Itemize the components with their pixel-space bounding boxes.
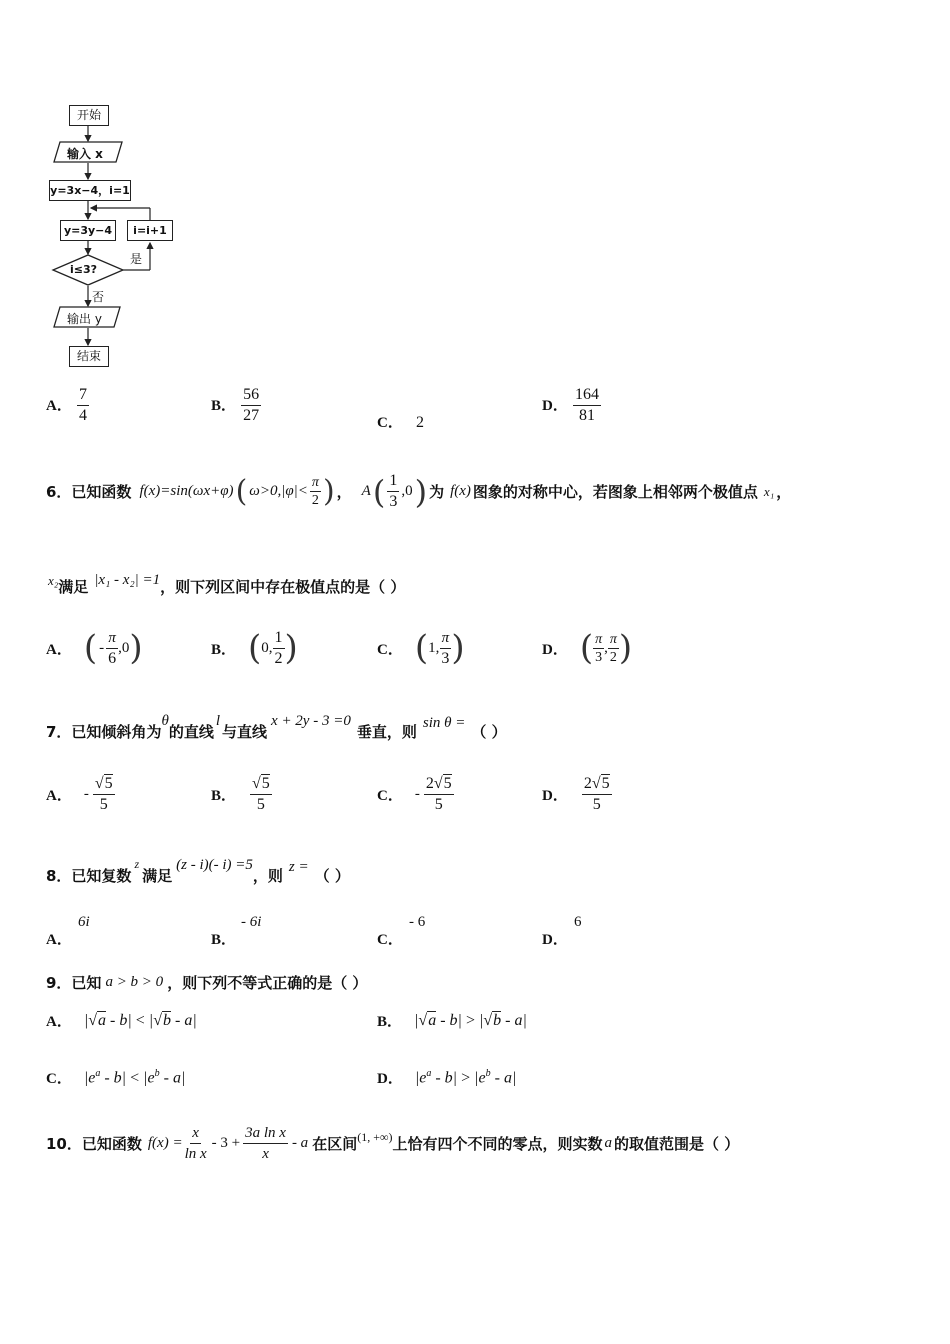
fraction: $\frac{56}{27}$ xyxy=(243,386,260,424)
fraction: $\frac{1}{3}$ xyxy=(389,472,398,510)
math-mid: - 3 + xyxy=(211,1135,241,1151)
question-7 xyxy=(46,712,507,742)
text: （ ） xyxy=(471,723,507,741)
fraction: $\frac{√5}{5}$ xyxy=(94,775,113,813)
math-function: f(x)=sin(ωx+φ) xyxy=(139,483,234,499)
q6-option-a[interactable]: A． ( - $\frac{\pi}{6}$ ,0 ) xyxy=(46,628,143,668)
text: 垂直，则 xyxy=(356,723,417,741)
math-l: l xyxy=(215,713,221,729)
option-label: C． xyxy=(377,415,403,431)
math-x1: x₁ xyxy=(763,483,775,499)
option-label: A． xyxy=(46,788,72,804)
option-sign: - xyxy=(83,786,89,802)
question-number: 7．已知倾斜角为 xyxy=(46,723,162,741)
flowchart xyxy=(40,95,180,370)
flowchart-end: 结束 xyxy=(69,346,109,367)
math-sin: sin θ = xyxy=(422,715,466,731)
q9-option-d[interactable] xyxy=(377,1067,516,1088)
option-expr: |√a - b| > |√b - a| xyxy=(414,1011,527,1029)
math-tail: - a xyxy=(291,1135,309,1151)
option-label: D． xyxy=(542,788,568,804)
option-prefix: - xyxy=(99,639,105,656)
fraction: $\frac{√5}{5}$ xyxy=(252,775,270,813)
fraction: $\frac{1}{2}$ xyxy=(274,628,283,667)
fraction: $\frac{164}{81}$ xyxy=(574,386,599,424)
punct: ， xyxy=(336,483,352,501)
q9-option-b[interactable] xyxy=(377,1010,527,1031)
q6-option-b[interactable]: B． ( 0, $\frac{1}{2}$ ) xyxy=(211,628,298,668)
fraction: $\frac{7}{4}$ xyxy=(78,386,87,424)
question-number: 9．已知 xyxy=(46,974,102,992)
text: 的直线 xyxy=(168,723,214,741)
option-sign: - xyxy=(414,786,420,802)
question-number: 6．已知函数 xyxy=(46,483,132,501)
q5-option-d[interactable] xyxy=(542,386,601,425)
text: （ ） xyxy=(314,867,350,885)
math-line: x + 2y - 3 =0 xyxy=(271,713,351,729)
q6-option-d[interactable]: D． ( $\frac{\pi}{3}$ , $\frac{\pi}{2}$ ) xyxy=(542,628,633,668)
option-prefix: 1, xyxy=(428,639,440,656)
text: 为 xyxy=(429,483,445,501)
fraction: $\frac{\pi}{2}$ xyxy=(609,631,617,665)
option-label: C． xyxy=(377,788,403,804)
text: 图象的对称中心，若图象上相邻两个极值点 xyxy=(472,483,758,501)
option-suffix: ,0 xyxy=(118,639,130,656)
question-8 xyxy=(46,856,350,886)
flowchart-no-label: 否 xyxy=(92,290,105,304)
text: ，则下列区间中存在极值点的是（ ） xyxy=(160,578,406,596)
math-cond: a > b > 0 xyxy=(105,974,164,990)
math-a: a xyxy=(604,1135,613,1151)
fraction: $\frac{\pi}{2}$ xyxy=(311,475,319,508)
option-value: 6 xyxy=(574,914,582,930)
punct: ， xyxy=(776,483,792,501)
flowchart-update-y: y=3y−4 xyxy=(60,220,116,241)
q5-option-a[interactable] xyxy=(46,386,89,425)
text: 在区间 xyxy=(312,1135,358,1153)
math-abs: |x₁ - x₂| =1 xyxy=(94,572,161,588)
math-theta: θ xyxy=(161,713,169,729)
text: ，则 xyxy=(252,867,283,885)
q7-option-b[interactable] xyxy=(211,775,272,814)
option-label: D． xyxy=(542,641,568,658)
text: 满足 xyxy=(142,867,173,885)
point-tail: ,0 xyxy=(401,483,413,499)
flowchart-start: 开始 xyxy=(69,105,109,126)
question-number: 8．已知复数 xyxy=(46,867,132,885)
math-expr: (z - i)(- i) =5 xyxy=(176,857,253,873)
fraction: $\frac{\pi}{6}$ xyxy=(108,629,117,667)
math-interval: (1, +∞) xyxy=(357,1130,393,1144)
option-label: B． xyxy=(211,788,237,804)
text: 的取值范围是（ ） xyxy=(614,1135,740,1153)
fraction: $\frac{\text{3a ln x}}{x}$ xyxy=(245,1125,286,1162)
text: ，则下列不等式正确的是（ ） xyxy=(167,974,368,992)
text: 上恰有四个不同的零点，则实数 xyxy=(392,1135,603,1153)
q5-option-b[interactable] xyxy=(211,386,261,425)
option-label: A． xyxy=(46,641,72,658)
option-label: B． xyxy=(377,1014,403,1030)
q7-option-a[interactable] xyxy=(46,775,115,814)
option-label: C． xyxy=(377,641,403,658)
flowchart-yes-label: 是 xyxy=(130,252,143,266)
math-ask: z = xyxy=(288,859,309,875)
math-f: f(x) = xyxy=(147,1135,183,1151)
option-label: C． xyxy=(46,1071,72,1087)
q7-option-c[interactable] xyxy=(377,775,454,814)
option-label: C． xyxy=(377,932,403,948)
option-label: B． xyxy=(211,932,237,948)
q6-option-c[interactable]: C． ( 1, $\frac{\pi}{3}$ ) xyxy=(377,628,465,668)
text: 满足 xyxy=(58,578,89,596)
option-label: A． xyxy=(46,1014,72,1030)
q5-option-c[interactable] xyxy=(377,411,424,432)
option-value: 2 xyxy=(415,414,424,431)
option-label: B． xyxy=(211,641,237,658)
option-label: D． xyxy=(542,398,568,414)
q9-option-c[interactable] xyxy=(46,1067,185,1088)
q7-option-d[interactable] xyxy=(542,775,612,814)
flowchart-output: 输出 y xyxy=(67,312,102,326)
option-value: - 6 xyxy=(409,914,426,930)
question-10 xyxy=(46,1124,739,1163)
fraction: $\frac{\pi}{3}$ xyxy=(441,629,450,667)
flowchart-condition: i≤3? xyxy=(70,263,98,276)
math-fx: f(x) xyxy=(450,483,471,499)
option-value: 6i xyxy=(78,914,90,930)
q9-option-a[interactable] xyxy=(46,1010,197,1031)
option-expr: $|e^a - b| < |e^b - a|$ xyxy=(83,1067,186,1087)
math-z: z xyxy=(134,857,140,871)
math-x2: x₂ xyxy=(48,572,59,588)
question-9 xyxy=(46,972,367,993)
option-label: D． xyxy=(377,1071,403,1087)
point-label: A xyxy=(361,483,371,499)
math-condition: ω>0,|φ|< xyxy=(249,483,308,499)
flowchart-init: y=3x−4，i=1 xyxy=(49,180,131,201)
text: 与直线 xyxy=(222,723,268,741)
option-expr: $|e^a - b| > |e^b - a|$ xyxy=(414,1067,517,1087)
option-label: A． xyxy=(46,398,72,414)
option-value: - 6i xyxy=(241,914,262,930)
option-expr: |√a - b| < |√b - a| xyxy=(83,1011,197,1029)
option-prefix: 0, xyxy=(261,639,273,656)
question-number: 10．已知函数 xyxy=(46,1135,142,1153)
fraction: $\frac{x}{\text{ln x}}$ xyxy=(184,1125,207,1162)
fraction: $\frac{2√5}{5}$ xyxy=(583,775,610,813)
option-label: D． xyxy=(542,932,568,948)
fraction: $\frac{\pi}{3}$ xyxy=(595,631,603,665)
option-label: B． xyxy=(211,398,237,414)
option-label: A． xyxy=(46,932,72,948)
question-6-line1: 6．已知函数 f(x)=sin(ωx+φ) ( ω>0,|φ|< $\frac{\pi}{2}$ ) ， A ( $\frac{1}{3}$ ,0 ) 为 f(x) 图象的对称中心，若图象上相邻两个极值点 x₁ ， xyxy=(46,472,792,511)
flowchart-input: 输入 x xyxy=(67,147,103,161)
flowchart-update-i: i=i+1 xyxy=(127,220,173,241)
question-6-line2 xyxy=(48,572,406,597)
fraction: $\frac{2√5}{5}$ xyxy=(425,775,452,813)
